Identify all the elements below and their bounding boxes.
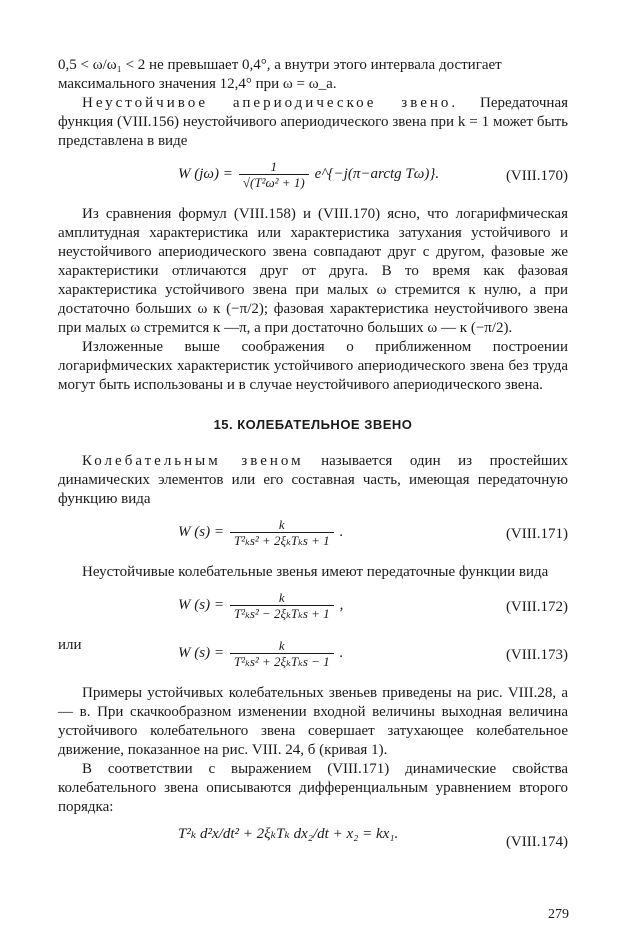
eq-tail: , — [339, 597, 344, 613]
eq-denominator: T²ₖs² + 2ξₖTₖs − 1 — [230, 653, 334, 669]
eq-tail: . — [339, 645, 344, 661]
eq-lhs: W (s) = — [178, 597, 224, 613]
equation-label: (VIII.170) — [505, 168, 568, 184]
eq-denominator: √(T²ω² + 1) — [239, 174, 309, 190]
page-number: 279 — [548, 907, 569, 922]
equation-174 — [58, 823, 568, 863]
paragraph-text: называется один из простейших динамических элементов или его составная часть, имеющая передаточную функцию вида — [58, 453, 568, 507]
paragraph-examples: Примеры устойчивых колебательных звеньев приведены на рис. VIII.28, а — в. При скачкообразном изменении входной величины выходная величина устойчивого колебательного звена совершает затухающее колебательное движение, показанное на рис. VIII. 24, б (кривая 1). — [58, 685, 568, 758]
equation-label: (VIII.174) — [505, 834, 568, 850]
term-unstable-aperiodic: Неустойчивое апериодическое звено. — [82, 95, 459, 111]
eq-fraction — [239, 159, 309, 190]
eq-numerator: 1 — [270, 159, 278, 174]
eq-tail: . — [339, 524, 344, 540]
equation-173 — [58, 636, 568, 676]
paragraph-unstable-aperiodic — [58, 94, 568, 151]
page-body — [58, 56, 568, 871]
eq-denominator: T²ₖs² + 2ξₖTₖs + 1 — [230, 532, 334, 548]
equation-171 — [58, 515, 568, 555]
eq-fraction — [230, 638, 334, 669]
paragraph-text: Передаточная функция (VIII.156) неустойчивого апериодического звена при k = 1 может быть представлена в виде — [58, 95, 569, 149]
equation-172 — [58, 588, 568, 628]
term-oscillatory: Колебательным звеном — [82, 453, 304, 469]
eq-expression: T²ₖ d²x/dt² + 2ξₖTₖ dx₂/dt + x₂ = kx₁. — [178, 826, 399, 842]
eq-tail: e^{−j(π−arctg Tω)}. — [314, 166, 440, 182]
eq-lhs: W (jω) = — [178, 166, 233, 182]
equation-label: (VIII.171) — [505, 526, 568, 542]
equation-170 — [58, 157, 568, 197]
word-or: или — [58, 637, 82, 653]
eq-numerator: k — [278, 590, 285, 605]
eq-numerator: k — [278, 638, 285, 653]
paragraph-accordance: В соответствии с выражением (VIII.171) динамические свойства колебательного звена описываются дифференциальным уравнением второго порядка: — [58, 761, 568, 815]
paragraph-comparison: Из сравнения формул (VIII.158) и (VIII.170) ясно, что логарифмическая амплитудная характеристика или характеристика затухания устойчивого и неустойчивого апериодического звена совпадают друг с другом, фазовые же характеристики отличаются друг от друга. В то время как фазовая характеристика устойчивого звена при малых ω стремится к нулю, а при достаточно больших ω к (−π/2); фазовая характеристика неустойчивого звена при малых ω стремится к —π, а при достаточно больших ω — к (−π/2). — [58, 206, 568, 336]
paragraph-approximation: Изложенные выше соображения о приближенном построении логарифмических характеристик устойчивого апериодического звена без труда могут быть использованы и в случае неустойчивого апериодического звена. — [58, 339, 568, 393]
paragraph-oscillatory — [58, 452, 568, 509]
section-heading: 15. КОЛЕБАТЕЛЬНОЕ ЗВЕНО — [213, 417, 413, 432]
eq-fraction — [230, 590, 334, 621]
eq-numerator: k — [278, 517, 285, 532]
eq-fraction — [230, 517, 334, 548]
text-line-2: максимального значения 12,4° при ω = ω_a. — [58, 76, 337, 92]
equation-label: (VIII.172) — [505, 599, 568, 615]
eq-denominator: T²ₖs² − 2ξₖTₖs + 1 — [230, 605, 334, 621]
paragraph-unstable-oscillatory: Неустойчивые колебательные звенья имеют передаточные функции вида — [82, 564, 549, 580]
eq-lhs: W (s) = — [178, 645, 224, 661]
text-line-1: 0,5 < ω/ω₁ < 2 не превышает 0,4°, а внутри этого интервала достигает — [58, 57, 502, 73]
eq-lhs: W (s) = — [178, 524, 224, 540]
equation-label: (VIII.173) — [505, 647, 568, 663]
